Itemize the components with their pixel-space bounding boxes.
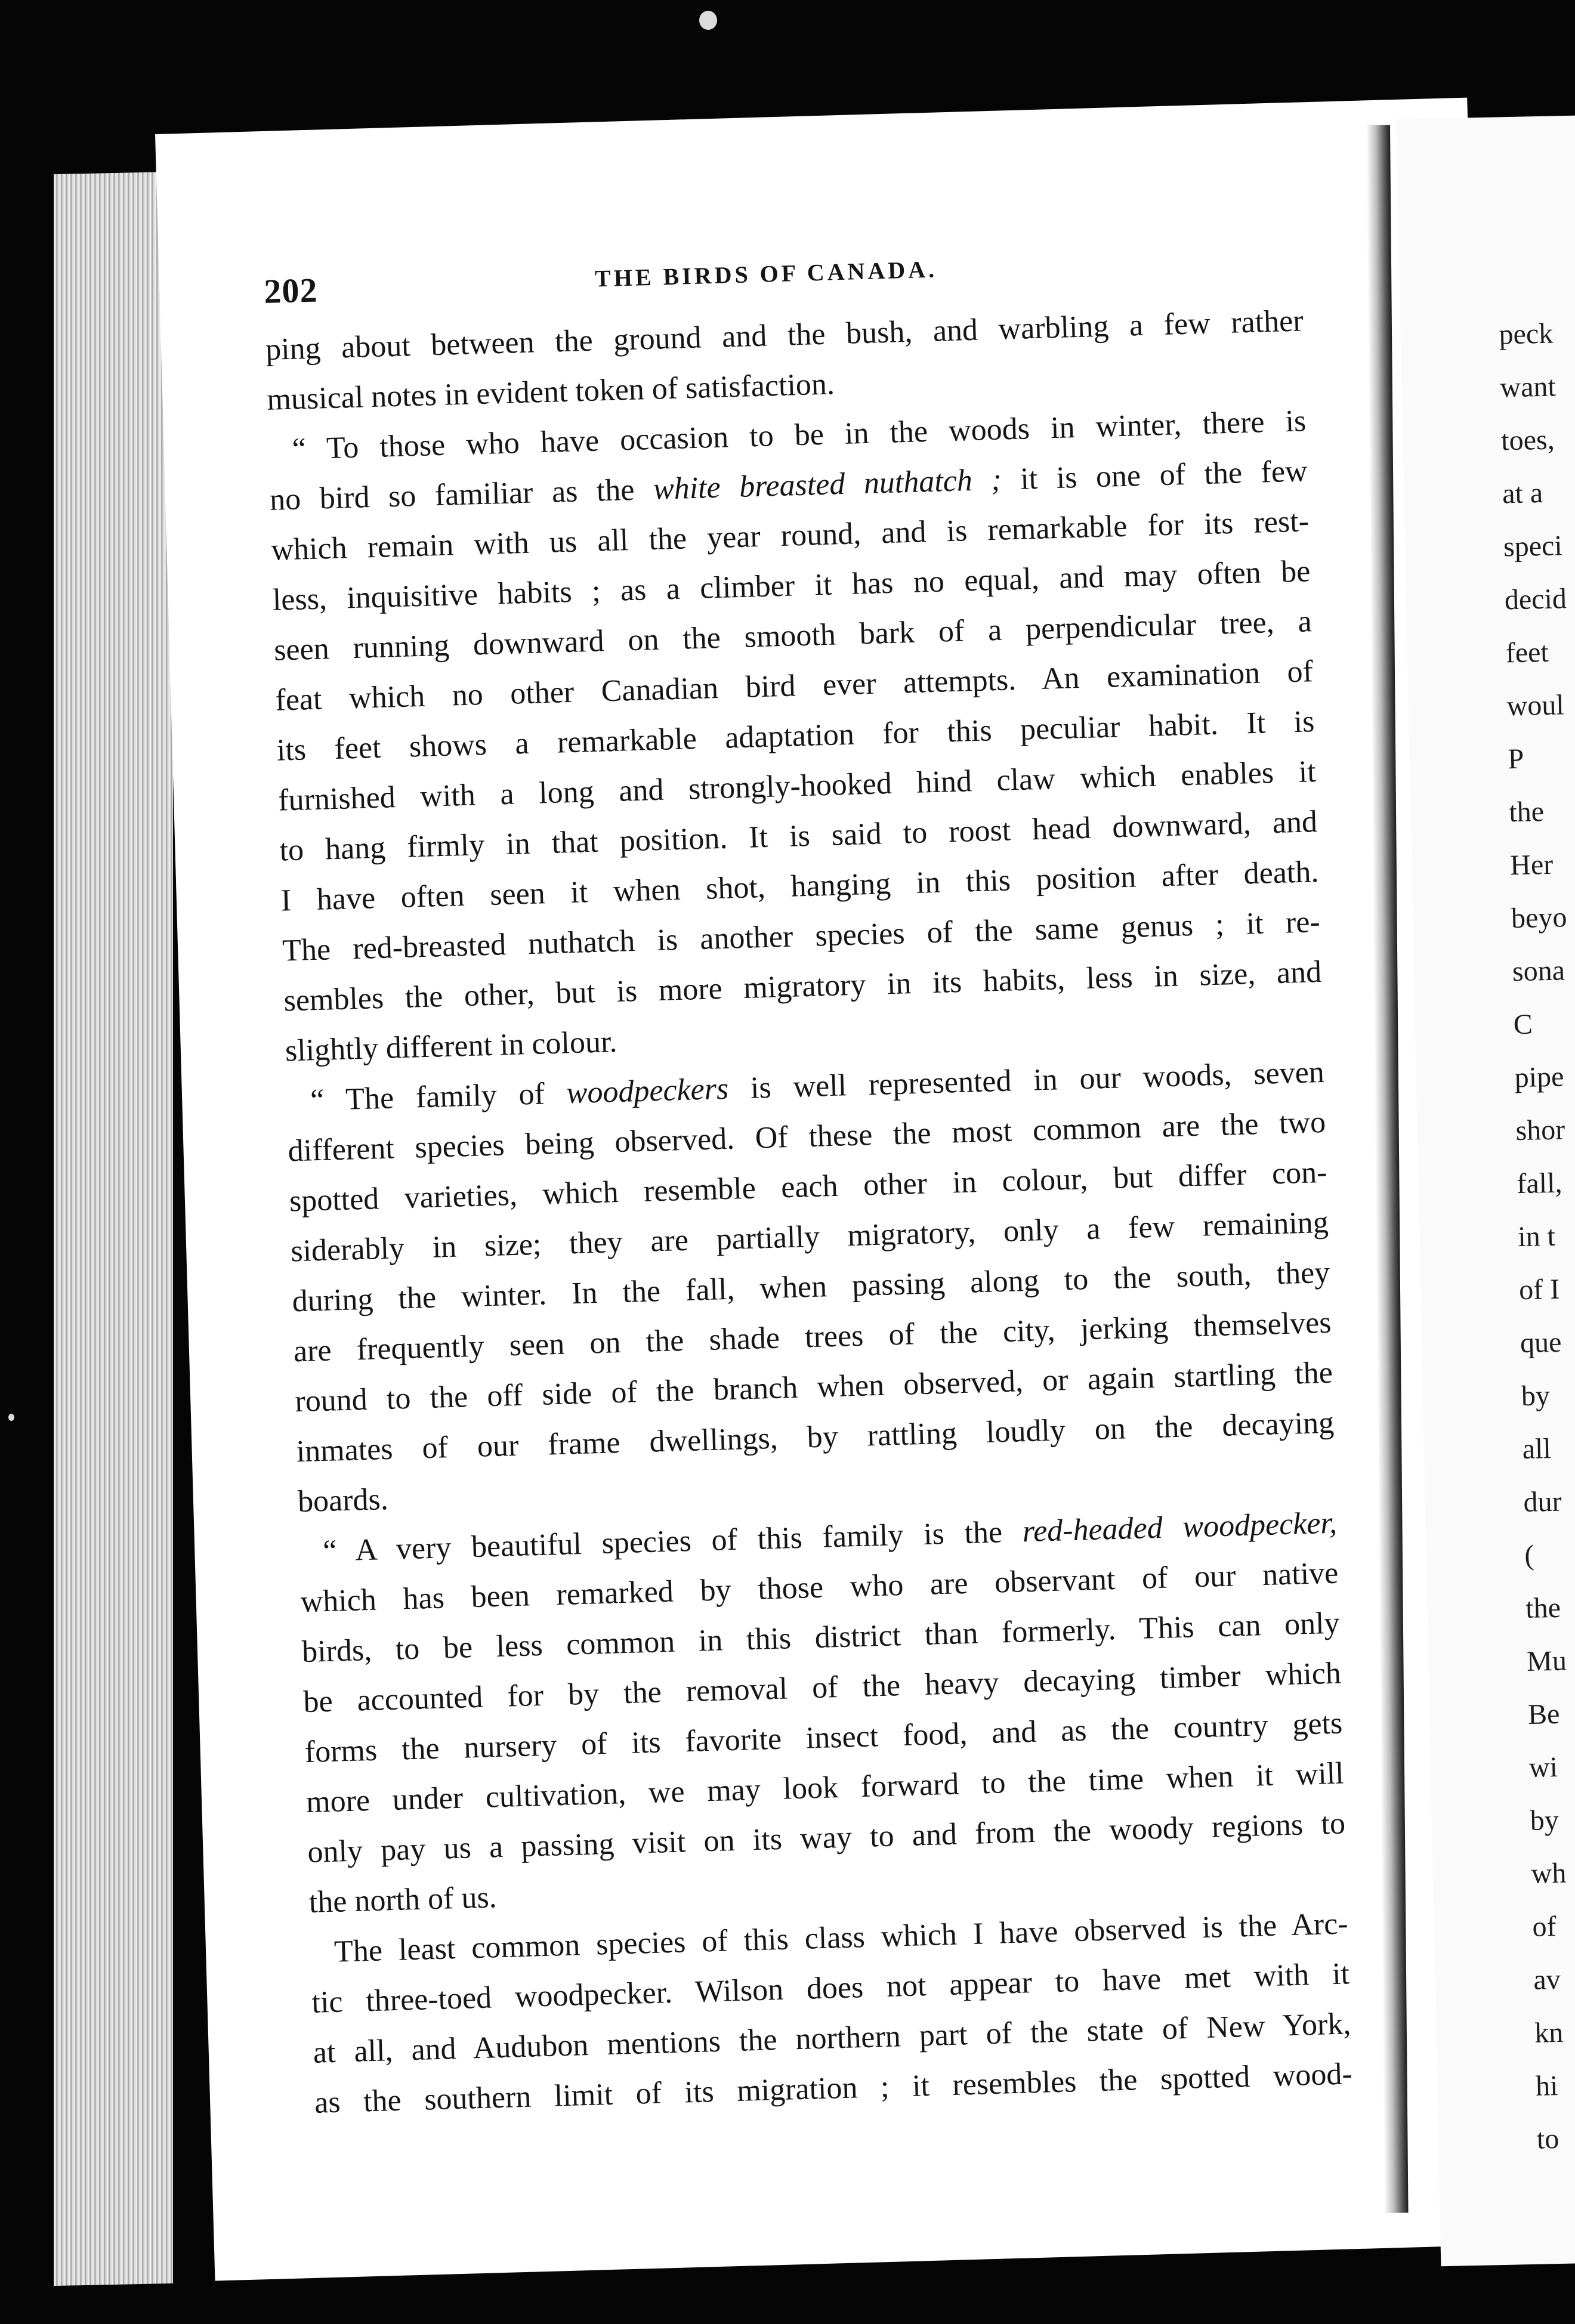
- page-block-edges: [54, 172, 173, 2286]
- right-page-fragment: at a: [1502, 477, 1543, 510]
- right-page-fragment: in t: [1517, 1220, 1556, 1253]
- text-segment: inmates of our frame dwellings, by rattling loudly on the decaying: [295, 1405, 1335, 1469]
- text-segment: tic three-toed woodpecker. Wilson does not appear to have met with it: [311, 1957, 1350, 2020]
- text-segment: at all, and Audubon mentions the northern part of the state of New York,: [313, 2007, 1352, 2070]
- text-segment: less, inquisitive habits ; as a climber it has no equal, and may often be: [272, 554, 1311, 617]
- page-number: 202: [263, 270, 319, 311]
- text-segment: only pay us a passing visit on its way to and from the woody regions to: [307, 1806, 1346, 1869]
- right-page-fragment: feet: [1505, 636, 1549, 669]
- text-segment: round to the off side of the branch when observed, or again startling the: [294, 1355, 1333, 1419]
- text-segment: are frequently seen on the shade trees of the city, jerking themselves: [293, 1305, 1332, 1369]
- right-page-fragment: the: [1525, 1591, 1561, 1624]
- right-page-fragment: wh: [1531, 1857, 1567, 1890]
- text-segment: “ The family of: [310, 1076, 567, 1118]
- text-segment: siderably in size; they are partially migratory, only a few remaining: [290, 1205, 1329, 1269]
- right-page-fragment: Be: [1527, 1698, 1560, 1730]
- right-page-fragment: decid: [1504, 583, 1567, 616]
- body-text: [265, 296, 1353, 2128]
- page-text-block: [263, 236, 1353, 2128]
- text-segment: as the southern limit of its migration ; it resembles the spotted wood-: [314, 2057, 1353, 2120]
- right-page-text: [1499, 305, 1575, 2165]
- italic-phrase: red-headed woodpecker,: [1022, 1506, 1338, 1549]
- right-page-fragment: kn: [1534, 2016, 1564, 2049]
- text-segment: slightly different in colour.: [285, 1024, 618, 1068]
- dust-speck: [8, 1414, 14, 1421]
- right-page-fragment: av: [1533, 1963, 1561, 1996]
- right-page-fragment: beyo: [1511, 901, 1567, 935]
- text-segment: to hang firmly in that position. It is said to roost head downward, and: [279, 805, 1318, 868]
- right-page-fragment: shor: [1515, 1114, 1565, 1147]
- right-page-fragment: woul: [1506, 689, 1565, 722]
- text-segment: different species being observed. Of these the most common are the two: [287, 1105, 1326, 1169]
- book-page-left: [155, 98, 1527, 2281]
- running-head: THE BIRDS OF CANADA.: [594, 255, 938, 292]
- text-segment: more under cultivation, we may look forward to the time when it will: [305, 1756, 1345, 1820]
- text-segment: birds, to be less common in this district than formerly. This can only: [301, 1606, 1341, 1670]
- right-page-fragment: fall,: [1516, 1167, 1562, 1200]
- text-segment: furnished with a long and strongly-hooked hind claw which enables it: [277, 755, 1317, 818]
- right-page-fragment: P: [1507, 743, 1524, 775]
- right-page-fragment: want: [1499, 370, 1557, 404]
- right-page-fragment: by: [1530, 1804, 1559, 1837]
- right-page-fragment: que: [1520, 1326, 1562, 1359]
- text-segment: boards.: [297, 1482, 389, 1519]
- text-segment: “ To those who have occasion to be in the woods in winter, there is: [292, 404, 1307, 466]
- text-segment: The red-breasted nuthatch is another species of the same genus ; it re-: [282, 905, 1321, 968]
- text-segment: the north of us.: [308, 1880, 498, 1920]
- right-page-fragment: of: [1531, 1911, 1557, 1943]
- right-page-fragment: by: [1521, 1380, 1551, 1413]
- right-page-fragment: pipe: [1514, 1061, 1564, 1094]
- right-page-fragment: dur: [1523, 1485, 1562, 1519]
- text-segment: sembles the other, but is more migratory in its habits, less in size, and: [283, 954, 1322, 1018]
- italic-phrase: white breasted nuthatch ;: [653, 462, 1002, 506]
- right-page-fragment: (: [1524, 1539, 1535, 1572]
- right-page-fragment: sona: [1512, 954, 1565, 988]
- text-segment: ping about between the ground and the bush, and warbling a few rather: [265, 304, 1304, 367]
- text-segment: The least common species of this class which I have observed is the Arc-: [333, 1906, 1349, 1969]
- right-page-fragment: peck: [1499, 317, 1554, 351]
- text-segment: which has been remarked by those who are observant of our native: [300, 1556, 1339, 1620]
- text-segment: musical notes in evident token of satisfaction.: [266, 367, 835, 417]
- right-page-fragment: speci: [1503, 530, 1563, 563]
- right-page-fragment: wi: [1528, 1751, 1558, 1784]
- right-page-fragment: Mu: [1526, 1645, 1567, 1677]
- text-segment: seen running downward on the smooth bark of a perpendicular tree, a: [273, 604, 1312, 667]
- right-page-fragment: to: [1536, 2123, 1559, 2155]
- right-page-fragment: toes,: [1500, 424, 1555, 457]
- right-page-fragment: of I: [1518, 1273, 1560, 1306]
- text-segment: which remain with us all the year round, and is remarkable for its rest-: [270, 504, 1310, 567]
- right-page-fragment: all: [1522, 1433, 1552, 1466]
- dust-speck: [699, 11, 717, 30]
- text-segment: it is one of the few: [1000, 454, 1308, 497]
- text-segment: be accounted for by the removal of the heavy decaying timber which: [302, 1656, 1342, 1720]
- right-page-fragment: hi: [1535, 2070, 1558, 2102]
- right-page-fragment: C: [1513, 1008, 1533, 1041]
- text-segment: during the winter. In the fall, when passing along to the south, they: [291, 1255, 1330, 1319]
- text-segment: is well represented in our woods, seven: [728, 1055, 1325, 1106]
- text-segment: forms the nursery of its favorite insect food, and as the country gets: [304, 1706, 1343, 1770]
- text-segment: no bird so familiar as the: [269, 472, 654, 517]
- text-segment: I have often seen it when shot, hanging in this position after death.: [280, 855, 1320, 918]
- text-segment: feat which no other Canadian bird ever attempts. An examination of: [274, 654, 1314, 718]
- right-page-fragment: Her: [1509, 848, 1554, 882]
- text-segment: spotted varieties, which resemble each other in colour, but differ con-: [289, 1155, 1328, 1219]
- text-segment: “ A very beautiful species of this family is the: [322, 1515, 1023, 1569]
- italic-phrase: woodpeckers: [566, 1071, 729, 1111]
- text-segment: its feet shows a remarkable adaptation for this peculiar habit. It is: [276, 704, 1315, 768]
- right-page-fragment: the: [1508, 796, 1545, 829]
